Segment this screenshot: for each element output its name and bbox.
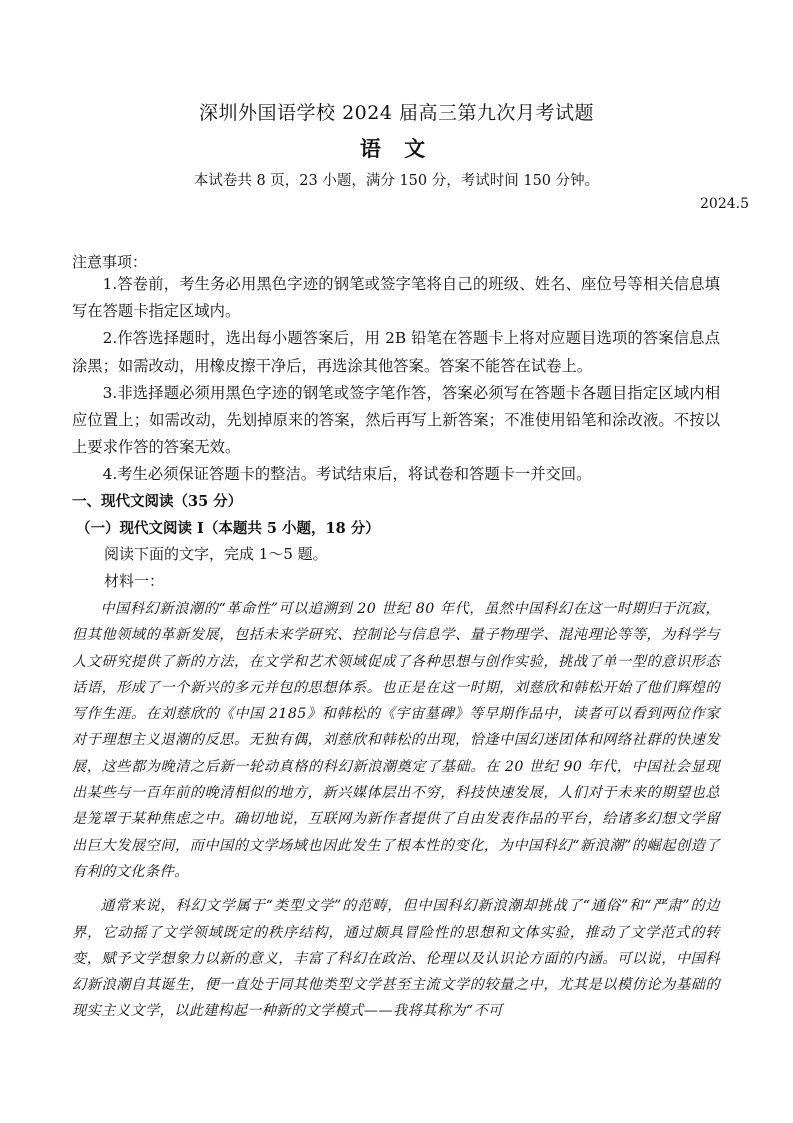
passage-paragraph: 中国科幻新浪潮的“革命性”可以追溯到 20 世纪 80 年代，虽然中国科幻在这一时期归于沉寂，但其他领域的革新发展，包括未来学研究、控制论与信息学、量子物理学、混沌理论等等，为科学与人文研究提供了新的方法，在文学和艺术领域促成了各种思想与创作实验，挑战了单一型的意识形态话语，形成了一个新兴的多元并包的思想体系。也正是在这一时期，刘慈欣和韩松开始了他们辉煌的写作生涯。在刘慈欣的《中国 2185》和韩松的《宇宙墓碑》等早期作品中，读者可以看到两位作家对于理想主义退潮的反思。无独有偶，刘慈欣和韩松的出现，恰逢中国幻迷团体和网络社群的快速发展，这些都为晚清之后新一轮动真格的科幻新浪潮奠定了基础。在 20 世纪 90 年代，中国社会显现出某些与一百年前的晚清相似的地方，新兴媒体层出不穷，科技快速发展，人们对于未来的期望也总是笼罩于某种焦虑之中。确切地说，互联网为新作者提供了自由发表作品的平台，给诸多幻想文学留出巨大发展空间，而中国的文学场域也因此发生了根本性的变化，为中国科幻“新浪潮”的崛起创造了有利的文化条件。 [72, 601, 720, 880]
notice-item: 4.考生必须保证答题卡的整洁。考试结束后，将试卷和答题卡一并交回。 [102, 465, 592, 484]
exam-date: 2024.5 [700, 196, 749, 212]
notice-item: 3.非选择题必须用黑色字迹的钢笔或签字笔作答，答案必须写在答题卡各题目指定区域内相应位置上；如需改动，先划掉原来的答案，然后再写上新答案；不准使用铅笔和涂改液。不按以上要求作答的答案无效。 [72, 383, 720, 457]
notice-item: 1.答卷前，考生务必用黑色字迹的钢笔或签字笔将自己的班级、姓名、座位号等相关信息填写在答题卡指定区域内。 [72, 275, 720, 321]
notice-list [72, 271, 720, 489]
subject-title: 语 文 [359, 136, 434, 161]
exam-title: 深圳外国语学校 2024 届高三第九次月考试题 [199, 102, 594, 124]
reading-instruction: 阅读下面的文字，完成 1～5 题。 [104, 545, 328, 563]
exam-info: 本试卷共 8 页，23 小题，满分 150 分，考试时间 150 分钟。 [193, 173, 600, 189]
sub-section-heading: （一）现代文阅读 I（本题共 5 小题，18 分） [76, 520, 380, 537]
passage-paragraph: 通常来说，科幻文学属于“类型文学”的范畴，但中国科幻新浪潮却挑战了“通俗”和“严肃”的边界，它动摇了文学领域既定的秩序结构，通过颇具冒险性的思想和文体实验，推动了文学范式的转变，赋予文学想象力以新的意义，丰富了科幻在政治、伦理以及认识论方面的内涵。可以说，中国科幻新浪潮自其诞生，便一直处于同其他类型文学甚至主流文学的较量之中，尤其是以模仿论为基础的现实主义文学，以此建构起一种新的文学模式——我将其称为“不可 [72, 898, 720, 1020]
notice-item: 2.作答选择题时，选出每小题答案后，用 2B 铅笔在答题卡上将对应题目选项的答案信息点涂黑；如需改动，用橡皮擦干净后，再选涂其他答案。答案不能答在试卷上。 [72, 329, 720, 375]
section-heading: 一、现代文阅读（35 分） [72, 493, 243, 510]
material-label: 材料一： [104, 572, 165, 590]
notice-heading: 注意事项： [72, 253, 148, 271]
reading-passage [72, 596, 720, 1025]
